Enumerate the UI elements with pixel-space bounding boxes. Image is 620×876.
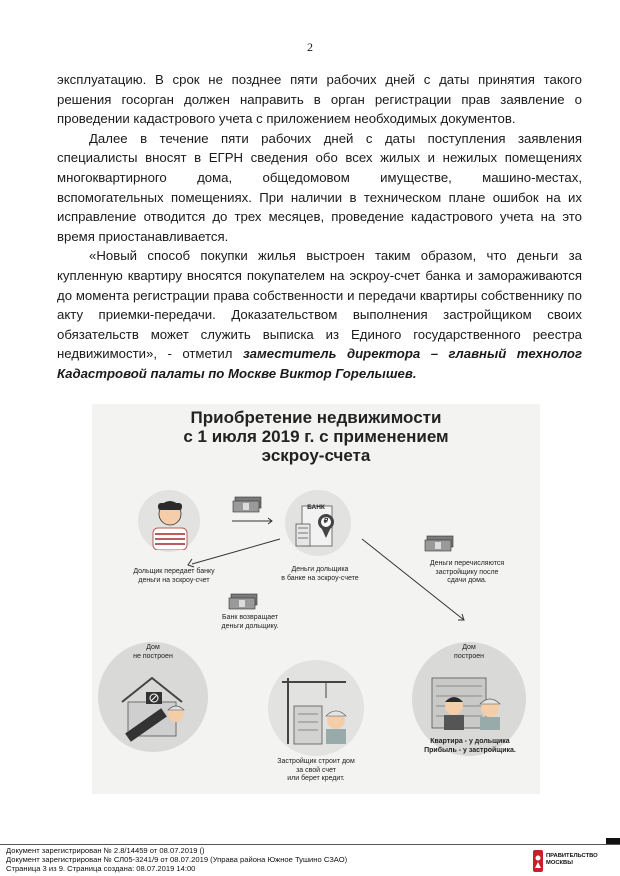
paragraph-2: Далее в течение пяти рабочих дней с даты поступления заявления специалисты вносят в ЕГРН сведения обо всех жилых и нежилых помещениях многоквартирного дома, общедомовом имуществе, машино-местах, вспомогательных помещениях. При наличии в техническом плане ошибок на их исправление отводится до трех месяцев, проведение кадастрового учета на это время приостанавливается. (57, 130, 582, 244)
not-built-label: Дом не построен (133, 644, 173, 660)
money-stack-icon (232, 493, 264, 515)
finished-house-icon (426, 668, 514, 734)
quote-text: «Новый способ покупки жилья выстроен таким образом, что деньги за купленную квартиру вносятся покупателем на эскроу-счет банка и замораживаются до момента регистрации права собственности и передачи квартиры собственнику по акту приемки-передачи. Доказательством выполнения застройщиком своих обязательств может служить выписка из Единого государственного реестра недвижимости», - отметил (57, 248, 582, 362)
page-number: 2 (307, 40, 313, 54)
developer-caption: Застройщик строит дом за свой счет или берет кредит. (277, 758, 355, 782)
footer-divider (0, 844, 620, 845)
bank-currency: ₽ (323, 518, 329, 525)
article-body (57, 70, 582, 384)
transfer-caption: Деньги перечисляются застройщику после сдачи дома. (429, 560, 505, 584)
escrow-infographic (92, 404, 540, 794)
investor-caption: Дольщик передает банку деньги на эскроу-счет (133, 568, 215, 584)
unfinished-house-icon (116, 666, 196, 742)
infographic-title: Приобретение недвижимости с 1 июля 2019 г. с применением эскроу-счета (183, 408, 449, 465)
refund-caption: Банк возвращает деньги дольщику. (221, 614, 279, 630)
footer-line-3: Страница 3 из 9. Страница создана: 08.07.2019 14:00 (6, 864, 196, 874)
footer-line-2: Документ зарегистрирован № СЛ05-3241/9 от 08.07.2019 (Управа района Южное Тушино СЗАО) (6, 855, 348, 865)
investor-icon (146, 494, 194, 550)
money-stack-icon (424, 532, 456, 554)
bank-account-caption: Деньги дольщика в банке на эскроу-счете (281, 566, 359, 582)
footer-line-1: Документ зарегистрирован № 2.8/14459 от 08.07.2019 () (6, 846, 205, 855)
bank-label: БАНК (307, 504, 325, 511)
quote-attribution: заместитель директора – главный технолог Кадастровой палаты по Москве Виктор Горелышев. (57, 346, 582, 381)
moscow-government-label: ПРАВИТЕЛЬСТВО МОСКВЫ (546, 853, 598, 866)
paragraph-3 (57, 246, 582, 383)
paragraph-1: эксплуатацию. В срок не позднее пяти рабочих дней с даты принятия такого решения госорган должен направить в орган регистрации прав заявление о проведении кадастрового учета с приложением необходимых документов. (57, 72, 582, 127)
result-caption: Квартира - у дольщика Прибыль - у застройщика. (424, 738, 516, 754)
built-label: Дом построен (454, 644, 484, 660)
money-stack-icon (228, 590, 260, 612)
registration-footer (6, 846, 347, 874)
construction-crane-icon (276, 674, 358, 748)
